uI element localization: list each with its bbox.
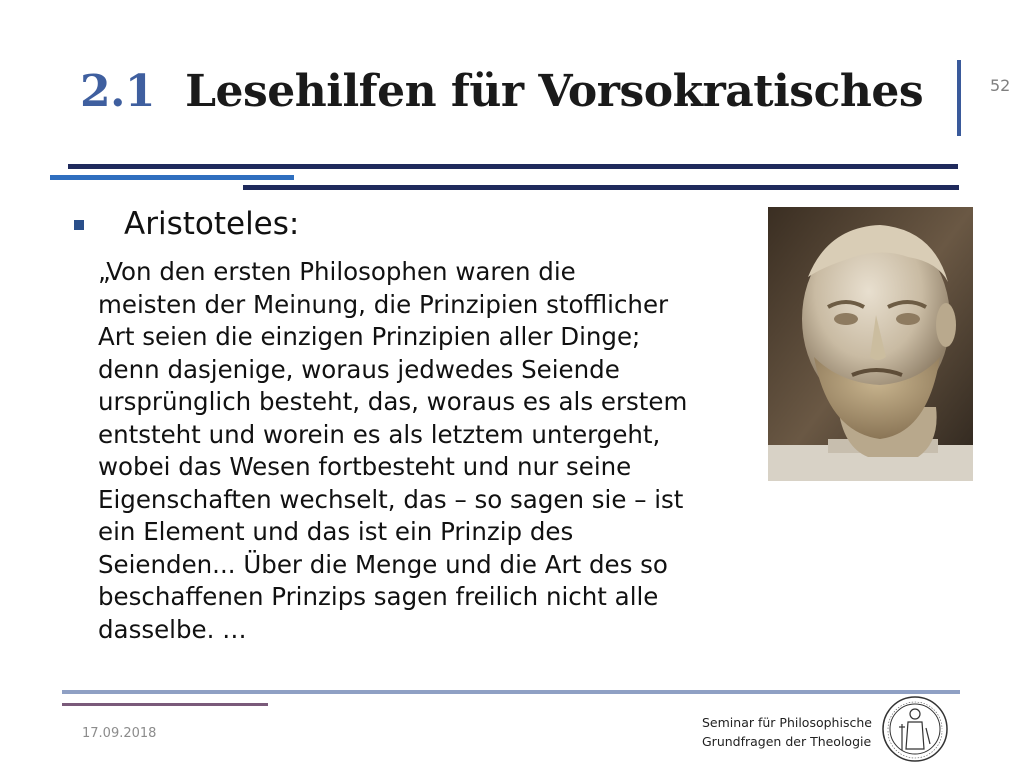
- footer-organization: [702, 713, 872, 751]
- bullet-label: Aristoteles:: [124, 206, 300, 242]
- title-rule-accent: [50, 175, 294, 180]
- square-bullet-icon: [74, 220, 84, 230]
- title-rule-top: [68, 164, 958, 169]
- quote-line: meisten der Meinung, die Prinzipien stofflicher: [98, 289, 669, 319]
- footer-org-line-2: Grundfragen der Theologie: [702, 734, 872, 749]
- slide-number-divider: [957, 60, 961, 136]
- slide-number: 52: [990, 76, 1011, 95]
- quote-line: „Von den ersten Philosophen waren die: [98, 257, 576, 286]
- aristotle-quote: [98, 256, 758, 646]
- university-seal-logo: [880, 694, 950, 764]
- footer-rule: [62, 690, 960, 694]
- footer-org-line-1: Seminar für Philosophische: [702, 715, 872, 730]
- quote-line: Eigenschaften wechselt, das – so sagen sie – ist: [98, 484, 684, 514]
- quote-line: Art seien die einzigen Prinzipien aller Dinge;: [98, 322, 641, 351]
- footer-rule-accent: [62, 703, 268, 706]
- footer-date: 17.09.2018: [82, 726, 157, 741]
- quote-line: ein Element und das ist ein Prinzip des: [98, 517, 574, 546]
- slide-title: [80, 66, 923, 117]
- quote-line: entsteht und worein es als letztem untergeht,: [98, 419, 661, 449]
- quote-line: dasselbe. …: [98, 614, 247, 644]
- title-text: Lesehilfen für Vorsokratisches: [185, 66, 924, 117]
- title-rule-bottom: [243, 185, 959, 190]
- quote-line: wobei das Wesen fortbesteht und nur seine: [98, 452, 632, 481]
- quote-line: beschaffenen Prinzips sagen freilich nicht alle: [98, 582, 659, 611]
- quote-line: ursprünglich besteht, das, woraus es als erstem: [98, 387, 688, 416]
- quote-line: Seienden... Über die Menge und die Art des so: [98, 549, 668, 579]
- aristotle-bust-image: [768, 207, 973, 481]
- quote-line: denn dasjenige, woraus jedwedes Seiende: [98, 354, 620, 384]
- section-number: 2.1: [80, 66, 156, 117]
